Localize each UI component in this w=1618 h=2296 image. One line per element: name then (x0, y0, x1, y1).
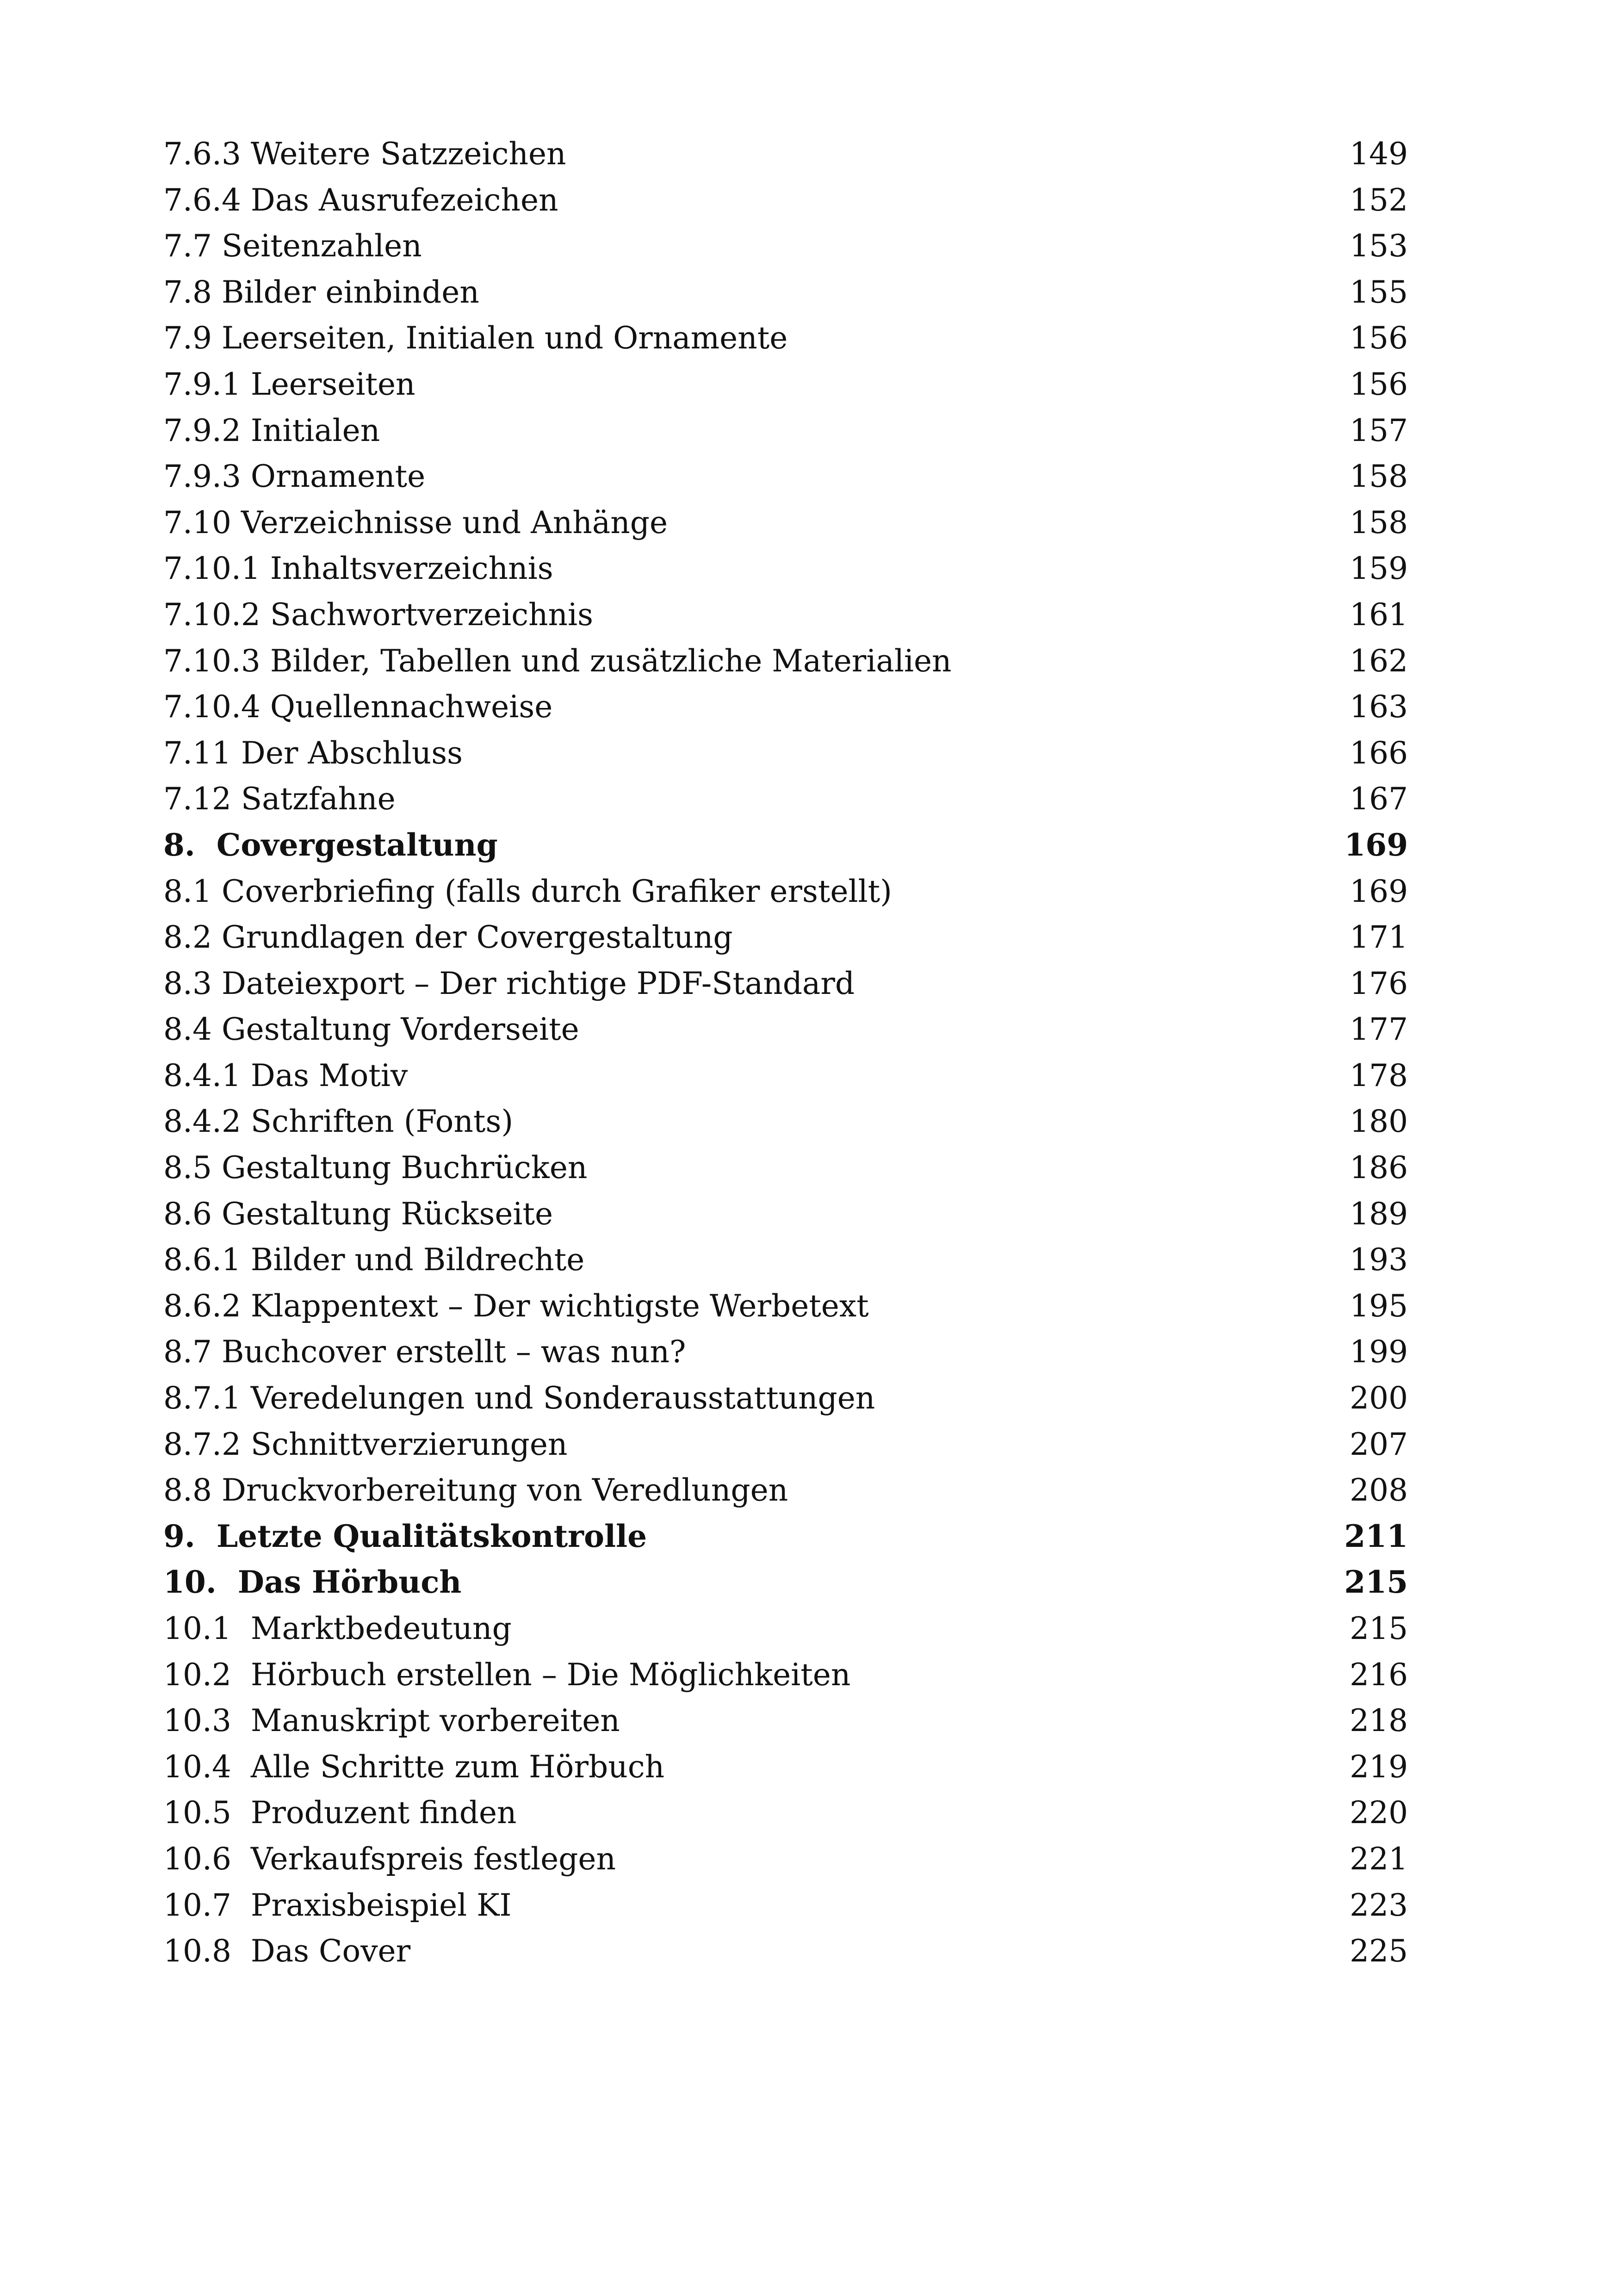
toc-entry-title: 8.3 Dateiexport – Der richtige PDF-Standard (163, 965, 855, 1001)
toc-entry-page-number: 215 (1350, 1611, 1408, 1646)
toc-entry-title: 7.8 Bilder einbinden (163, 274, 479, 310)
toc-entry-page-number: 156 (1350, 320, 1408, 356)
toc-entry-page-number: 223 (1350, 1887, 1408, 1923)
toc-entry-title: 7.9.1 Leerseiten (163, 366, 415, 402)
toc-entry-title: 10.3 Manuskript vorbereiten (163, 1703, 620, 1739)
toc-entry-title: 7.9 Leerseiten, Initialen und Ornamente (163, 320, 788, 356)
table-of-contents (163, 131, 1408, 1974)
toc-section-row (163, 730, 1408, 776)
toc-entry-page-number: 163 (1350, 689, 1408, 725)
toc-entry-page-number: 211 (1344, 1518, 1408, 1554)
toc-entry-page-number: 149 (1350, 136, 1408, 172)
toc-entry-title: 10.4 Alle Schritte zum Hörbuch (163, 1749, 665, 1785)
toc-entry-title: 8. Covergestaltung (163, 826, 498, 863)
toc-chapter-row (163, 1559, 1408, 1606)
toc-entry-page-number: 161 (1350, 596, 1408, 633)
toc-entry-page-number: 156 (1350, 366, 1408, 402)
toc-entry-title: 10.6 Verkaufspreis festlegen (163, 1841, 616, 1877)
toc-entry-title: 7.9.2 Initialen (163, 412, 380, 448)
toc-entry-title: 7.10.2 Sachwortverzeichnis (163, 596, 594, 633)
toc-entry-page-number: 162 (1350, 643, 1408, 679)
toc-entry-title: 9. Letzte Qualitätskontrolle (163, 1518, 647, 1554)
toc-section-row (163, 408, 1408, 454)
toc-section-row (163, 1882, 1408, 1929)
toc-section-row (163, 223, 1408, 269)
toc-entry-title: 8.4.2 Schriften (Fonts) (163, 1104, 514, 1140)
toc-entry-title: 7.10.1 Inhaltsverzeichnis (163, 551, 553, 587)
toc-entry-page-number: 166 (1350, 735, 1408, 771)
toc-entry-page-number: 158 (1350, 504, 1408, 540)
toc-entry-page-number: 167 (1350, 781, 1408, 817)
toc-section-row (163, 1237, 1408, 1283)
toc-entry-title: 8.6 Gestaltung Rückseite (163, 1196, 553, 1232)
toc-section-row (163, 776, 1408, 822)
toc-section-row (163, 453, 1408, 500)
toc-entry-page-number: 169 (1350, 873, 1408, 909)
toc-entry-page-number: 195 (1350, 1288, 1408, 1324)
toc-entry-page-number: 225 (1350, 1933, 1408, 1969)
toc-entry-page-number: 193 (1350, 1242, 1408, 1278)
toc-entry-page-number: 200 (1350, 1380, 1408, 1416)
toc-entry-page-number: 157 (1350, 412, 1408, 448)
toc-section-row (163, 1053, 1408, 1099)
toc-entry-title: 8.7 Buchcover erstellt – was nun? (163, 1334, 686, 1370)
toc-entry-title: 10.8 Das Cover (163, 1933, 411, 1969)
toc-entry-page-number: 215 (1344, 1564, 1408, 1601)
toc-section-row (163, 1283, 1408, 1329)
toc-section-row (163, 961, 1408, 1007)
toc-entry-title: 10.7 Praxisbeispiel KI (163, 1887, 512, 1923)
toc-entry-page-number: 178 (1350, 1057, 1408, 1093)
toc-entry-title: 10.5 Produzent finden (163, 1795, 517, 1831)
toc-entry-title: 8.6.2 Klappentext – Der wichtigste Werbetext (163, 1288, 869, 1324)
toc-section-row (163, 546, 1408, 592)
toc-section-row (163, 1928, 1408, 1974)
toc-section-row (163, 1652, 1408, 1698)
toc-entry-title: 10. Das Hörbuch (163, 1564, 462, 1601)
toc-entry-page-number: 199 (1350, 1334, 1408, 1370)
toc-entry-page-number: 208 (1350, 1472, 1408, 1508)
toc-entry-title: 8.8 Druckvorbereitung von Veredlungen (163, 1472, 788, 1508)
toc-section-row (163, 869, 1408, 915)
toc-section-row (163, 1006, 1408, 1053)
toc-entry-page-number: 216 (1350, 1657, 1408, 1693)
toc-entry-title: 7.6.4 Das Ausrufezeichen (163, 182, 558, 218)
toc-section-row (163, 638, 1408, 684)
toc-entry-page-number: 177 (1350, 1011, 1408, 1048)
toc-entry-page-number: 186 (1350, 1150, 1408, 1186)
toc-entry-page-number: 207 (1350, 1426, 1408, 1462)
toc-section-row (163, 1191, 1408, 1237)
toc-entry-title: 8.4 Gestaltung Vorderseite (163, 1011, 579, 1048)
toc-section-row (163, 1790, 1408, 1836)
toc-entry-page-number: 218 (1350, 1703, 1408, 1739)
toc-section-row (163, 592, 1408, 638)
toc-section-row (163, 1375, 1408, 1421)
toc-section-row (163, 1606, 1408, 1652)
toc-entry-title: 8.5 Gestaltung Buchrücken (163, 1150, 588, 1186)
toc-entry-title: 8.7.1 Veredelungen und Sonderausstattungen (163, 1380, 875, 1416)
toc-section-row (163, 1329, 1408, 1375)
toc-section-row (163, 269, 1408, 316)
toc-section-row (163, 1098, 1408, 1145)
toc-section-row (163, 500, 1408, 546)
toc-entry-page-number: 180 (1350, 1104, 1408, 1140)
toc-entry-page-number: 219 (1350, 1749, 1408, 1785)
toc-section-row (163, 315, 1408, 361)
toc-entry-title: 7.9.3 Ornamente (163, 459, 426, 495)
toc-entry-page-number: 152 (1350, 182, 1408, 218)
toc-section-row (163, 1744, 1408, 1790)
toc-entry-title: 8.1 Coverbriefing (falls durch Grafiker erstellt) (163, 873, 892, 909)
toc-entry-title: 8.4.1 Das Motiv (163, 1057, 408, 1093)
toc-section-row (163, 361, 1408, 408)
toc-section-row (163, 1421, 1408, 1468)
toc-entry-title: 7.10.3 Bilder, Tabellen und zusätzliche Materialien (163, 643, 952, 679)
toc-entry-page-number: 189 (1350, 1196, 1408, 1232)
toc-entry-title: 7.6.3 Weitere Satzzeichen (163, 136, 566, 172)
toc-section-row (163, 1467, 1408, 1514)
toc-entry-page-number: 221 (1350, 1841, 1408, 1877)
toc-section-row (163, 1836, 1408, 1882)
toc-section-row (163, 1145, 1408, 1191)
toc-entry-page-number: 176 (1350, 965, 1408, 1001)
toc-section-row (163, 684, 1408, 730)
toc-entry-title: 10.2 Hörbuch erstellen – Die Möglichkeiten (163, 1657, 851, 1693)
toc-entry-title: 8.7.2 Schnittverzierungen (163, 1426, 568, 1462)
toc-entry-title: 10.1 Marktbedeutung (163, 1611, 512, 1646)
toc-entry-page-number: 159 (1350, 551, 1408, 587)
toc-entry-page-number: 153 (1350, 228, 1408, 264)
toc-entry-title: 7.12 Satzfahne (163, 781, 396, 817)
toc-entry-title: 8.2 Grundlagen der Covergestaltung (163, 919, 733, 956)
toc-section-row (163, 177, 1408, 223)
toc-entry-title: 7.10.4 Quellennachweise (163, 689, 553, 725)
toc-section-row (163, 131, 1408, 177)
toc-entry-title: 7.7 Seitenzahlen (163, 228, 422, 264)
toc-chapter-row (163, 1514, 1408, 1560)
toc-entry-page-number: 220 (1350, 1795, 1408, 1831)
toc-entry-page-number: 158 (1350, 459, 1408, 495)
toc-entry-title: 8.6.1 Bilder und Bildrechte (163, 1242, 585, 1278)
toc-entry-page-number: 169 (1344, 826, 1408, 863)
toc-section-row (163, 914, 1408, 961)
toc-chapter-row (163, 822, 1408, 869)
toc-entry-title: 7.10 Verzeichnisse und Anhänge (163, 504, 668, 540)
toc-entry-page-number: 171 (1350, 919, 1408, 956)
toc-entry-page-number: 155 (1350, 274, 1408, 310)
toc-entry-title: 7.11 Der Abschluss (163, 735, 463, 771)
toc-section-row (163, 1698, 1408, 1744)
